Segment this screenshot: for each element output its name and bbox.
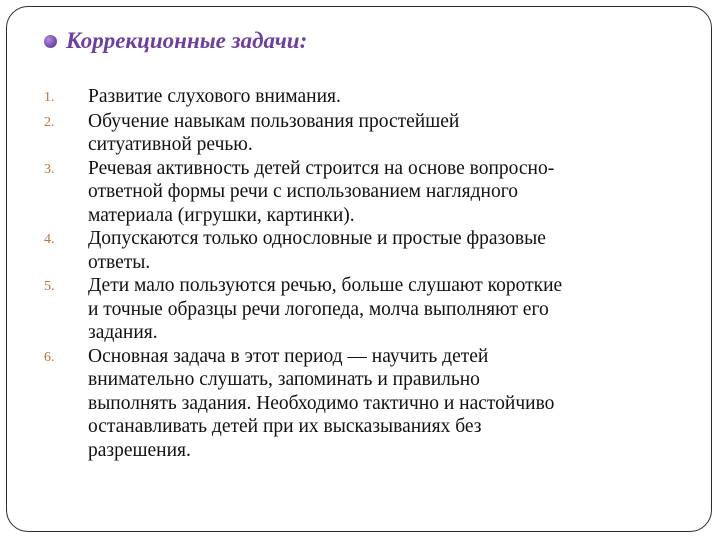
item-number: 5. [44,279,55,294]
item-line: Допускаются только однословные и простые фразовые [88,228,546,249]
item-line: выполнять задания. Необходимо тактично и настойчиво [88,392,555,414]
item-line: ответной формы речи с использованием наглядного [88,181,518,202]
item-text [88,157,684,228]
bullet-icon [44,35,57,48]
slide-title: Коррекционные задачи: [66,28,308,53]
item-number: 2. [44,114,55,130]
item-text [88,274,684,345]
list-item [44,227,684,274]
item-text [88,85,684,109]
list-item [44,110,684,157]
item-number: 6. [44,349,55,365]
item-line: останавливать детей при их высказываниях без [88,416,482,437]
item-line: разрешения. [88,439,191,461]
item-text [88,345,684,463]
item-line: внимательно слушать, запоминать и правильно [88,369,480,390]
list-item [44,85,684,110]
item-line: Дети мало пользуются речью, больше слушают короткие [88,275,563,296]
title-row [44,26,307,56]
item-line: Речевая активность детей строится на основе вопросно- [88,157,555,179]
item-line: Основная задача в этот период — научить детей [88,345,489,367]
item-line: Развитие слухового внимания. [88,86,341,107]
item-text [88,110,684,157]
item-line: материала (игрушки, картинки). [88,204,355,226]
item-line: Обучение навыкам пользования простейшей [88,110,460,132]
list-item [44,157,684,228]
item-line: и точные образцы речи логопеда, молча выполняют его [88,298,549,320]
item-number: 4. [44,232,55,247]
task-list [44,85,684,462]
item-number: 3. [44,161,55,177]
item-text [88,227,684,274]
item-number: 1. [44,90,55,105]
list-item [44,345,684,463]
item-line: ситуативной речью. [88,134,253,155]
item-line: задания. [88,322,158,343]
item-line: ответы. [88,251,151,273]
list-item [44,274,684,345]
